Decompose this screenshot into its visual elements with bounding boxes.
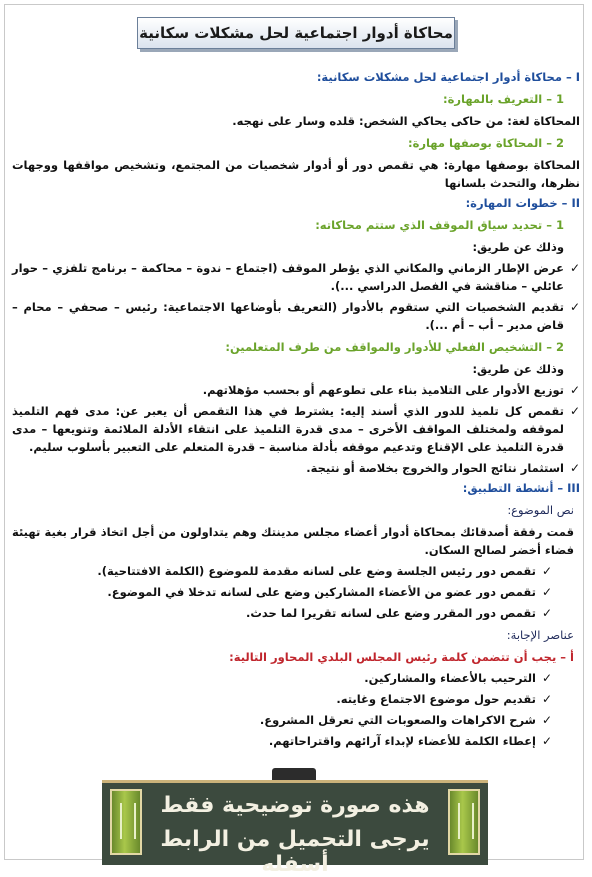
list-item: ✓ توزيع الأدوار على التلاميذ بناء على تطوعهم أو بحسب مؤهلاتهم. bbox=[202, 383, 580, 397]
section-2-heading: II – خطوات المهارة: bbox=[465, 196, 580, 210]
section-2-sub-1: 1 – تحديد سياق الموقف الذي ستتم محاكاته: bbox=[315, 218, 564, 232]
banner-line-2: يرجى التحميل من الرابط أسفله bbox=[160, 827, 430, 877]
check-icon: ✓ bbox=[569, 461, 580, 475]
subject-text-label: نص الموضوع: bbox=[507, 503, 574, 517]
page-title: محاكاة أدوار اجتماعية لحل مشكلات سكانية bbox=[137, 17, 455, 49]
section-2-sub-2-list bbox=[12, 381, 580, 477]
list-item: ✓ تقديم حول موضوع الاجتماع وغايته. bbox=[336, 692, 552, 706]
check-icon: ✓ bbox=[569, 261, 580, 275]
list-item: ✓ تقمص كل تلميذ للدور الذي أسند إليه: يشترط في هذا التقمص أن يعبر عن: مدى فهم التلميذ لموقفه ولمختلف المواقف الأخرى – مدى قدرة التلميذ على انتقاء الأدلة الملائمة وتنويعها – مدى قدرة التلميذ على الإقناع وتدعيم موقفه بأدلة مناسبة – قدرة المتعلم على التعبير بأسلوب سليم. bbox=[12, 404, 580, 454]
check-icon: ✓ bbox=[541, 564, 552, 578]
check-icon: ✓ bbox=[541, 606, 552, 620]
section-1-sub-2: 2 – المحاكاة بوصفها مهارة: bbox=[407, 136, 564, 150]
section-2-sub-1-list bbox=[12, 259, 580, 334]
check-icon: ✓ bbox=[569, 300, 580, 314]
check-icon: ✓ bbox=[541, 585, 552, 599]
check-icon: ✓ bbox=[569, 383, 580, 397]
section-2-sub-2-intro: وذلك عن طريق: bbox=[472, 362, 564, 376]
list-item: ✓ تقمص دور المقرر وضع على لسانه تقريرا لما حدث. bbox=[245, 606, 552, 620]
list-item: ✓ شرح الاكراهات والصعوبات التي تعرقل المشروع. bbox=[259, 713, 552, 727]
banner-line-1: هذه صورة توضيحية فقط bbox=[160, 793, 430, 818]
check-icon: ✓ bbox=[541, 671, 552, 685]
check-icon: ✓ bbox=[541, 692, 552, 706]
book-icon bbox=[448, 789, 480, 855]
watermark-banner bbox=[102, 780, 488, 877]
subject-text: قمت رفقة أصدقائك بمحاكاة أدوار أعضاء مجلس مدينتك وهم يتداولون من أجل اتخاذ قرار بغية تهيئة فضاء أخضر لصالح السكان. bbox=[12, 525, 574, 557]
section-1-heading: I – محاكاة أدوار اجتماعية لحل مشكلات سكانية: bbox=[316, 70, 580, 84]
check-icon: ✓ bbox=[541, 734, 552, 748]
list-item: ✓ إعطاء الكلمة للأعضاء لإبداء آرائهم واقتراحاتهم. bbox=[268, 734, 552, 748]
list-item: ✓ تقديم الشخصيات التي ستقوم بالأدوار (التعريف بأوضاعها الاجتماعية: رئيس – صحفي – محام – قاض مدير – أب – أم ...). bbox=[12, 300, 580, 332]
document-body bbox=[12, 66, 580, 750]
section-1-sub-1-text: المحاكاة لغة: من حاكى يحاكي الشخص: قلده وسار على نهجه. bbox=[232, 114, 580, 128]
list-item: ✓ تقمص دور عضو من الأعضاء المشاركين وضع على لسانه تدخلا في الموضوع. bbox=[107, 585, 552, 599]
section-2-sub-1-intro: وذلك عن طريق: bbox=[472, 240, 564, 254]
answer-list bbox=[12, 669, 580, 750]
list-item: ✓ عرض الإطار الزماني والمكاني الذي يؤطر الموقف (اجتماع – ندوة – محاكمة – برنامج تلفزي – حوار عائلي – مناقشة في الفصل الدراسي ...). bbox=[12, 261, 580, 293]
check-icon: ✓ bbox=[569, 404, 580, 418]
section-2-sub-2: 2 – التشخيص الفعلي للأدوار والمواقف من طرف المتعلمين: bbox=[225, 340, 564, 354]
section-3-heading: III – أنشطة التطبيق: bbox=[462, 481, 580, 495]
check-icon: ✓ bbox=[541, 713, 552, 727]
answer-elements-label: عناصر الإجابة: bbox=[506, 628, 574, 642]
banner-handle bbox=[272, 768, 316, 780]
answer-heading: أ – يجب أن تتضمن كلمة رئيس المجلس البلدي المحاور التالية: bbox=[229, 650, 574, 664]
section-3-list bbox=[12, 562, 580, 622]
list-item: ✓ استثمار نتائج الحوار والخروج بخلاصة أو نتيجة. bbox=[306, 461, 580, 475]
list-item: ✓ تقمص دور رئيس الجلسة وضع على لسانه مقدمة للموضوع (الكلمة الافتتاحية). bbox=[97, 564, 552, 578]
section-1-sub-2-text: المحاكاة بوصفها مهارة: هي تقمص دور أو أدوار شخصيات من المجتمع، وتشخيص مواقفها ووجهات نظرها، والتحدث بلسانها bbox=[12, 158, 580, 190]
book-icon bbox=[110, 789, 142, 855]
list-item: ✓ الترحيب بالأعضاء والمشاركين. bbox=[364, 671, 552, 685]
section-1-sub-1: 1 – التعريف بالمهارة: bbox=[443, 92, 564, 106]
